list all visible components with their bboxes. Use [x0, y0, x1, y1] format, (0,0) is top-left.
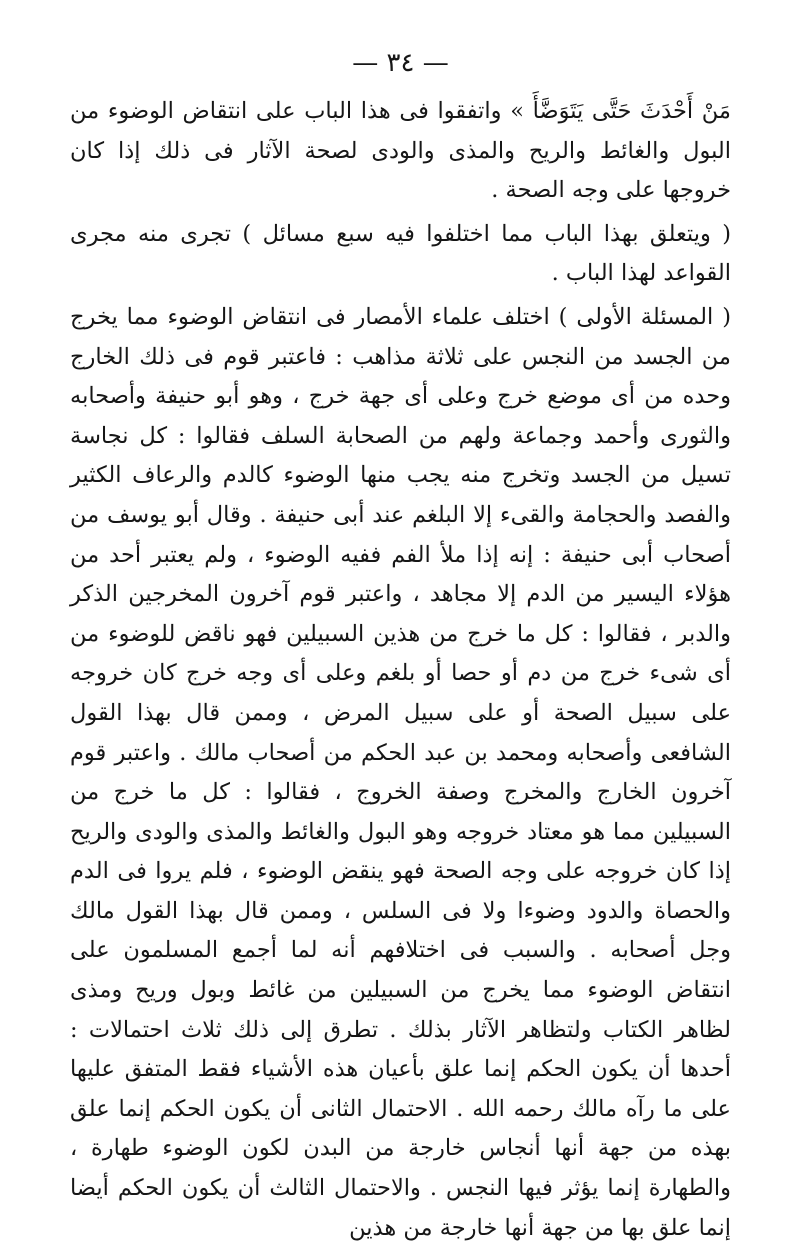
paragraph-seven-issues: ( ويتعلق بهذا الباب مما اختلفوا فيه سبع مسائل ) تجرى منه مجرى القواعد لهذا الباب . — [70, 220, 731, 287]
paragraph-first-issue: ( المسئلة الأولى ) اختلف علماء الأمصار فى انتقاض الوضوء مما يخرج من الجسد من النجس على ثلاثة مذاهب : فاعتبر قوم فى ذلك الخارج وحده من أى موضع خرج وعلى أى جهة خرج ، وهو أبو حنيفة وأصحابه والثورى وأحمد وجماعة ولهم من الصحابة السلف فقالوا : كل نجاسة تسيل من الجسد وتخرج منه يجب منها الوضوء كالدم والرعاف الكثير والفصد والحجامة والقىء إلا البلغم عند أبى حنيفة . وقال أبو يوسف من أصحاب أبى حنيفة : إنه إذا ملأ الفم ففيه الوضوء ، ولم يعتبر أحد من هؤلاء اليسير من الدم إلا مجاهد ، واعتبر قوم آخرون المخرجين الذكر والدبر ، فقالوا : كل ما خرج من هذين السبيلين فهو ناقض للوضوء من أى شىء خرج من دم أو حصا أو بلغم وعلى أى وجه خرج كان خروجه على سبيل الصحة أو على سبيل المرض ، وممن قال بهذا القول الشافعى وأصحابه ومحمد بن عبد الحكم من أصحاب مالك . واعتبر قوم آخرون الخارج والمخرج وصفة الخروج ، فقالوا : كل ما خرج من السبيلين مما هو معتاد خروجه وهو البول والغائط والمذى والودى والريح إذا كان خروجه على وجه الصحة فهو ينقض الوضوء ، فلم يروا فى الدم والحصاة والدود وضوءا ولا فى السلس ، وممن قال بهذا القول مالك وجل أصحابه . والسبب فى اختلافهم أنه لما أجمع المسلمون على انتقاض الوضوء مما يخرج من السبيلين من غائط وبول وريح ومذى لظاهر الكتاب ولتظاهر الآثار بذلك . تطرق إلى ذلك ثلاث احتمالات : أحدها أن يكون الحكم إنما علق بأعيان هذه الأشياء فقط المتفق عليها على ما رآه مالك رحمه الله . الاحتمال الثانى أن يكون الحكم إنما علق بهذه من جهة أنها أنجاس خارجة من البدن لكون الوضوء طهارة ، والطهارة إنما يؤثر فيها النجس . والاحتمال الثالث أن يكون الحكم أيضا إنما علق بها من جهة أنها خارجة من هذين — [70, 303, 731, 1241]
page-number: — ٣٤ — — [352, 48, 449, 78]
page-body — [70, 92, 731, 1248]
paragraph-intro: مَنْ أَحْدَثَ حَتَّى يَتَوَضَّأَ » واتفقوا فى هذا الباب على انتقاض الوضوء من البول والغائط والريح والمذى والودى لصحة الآثار فى ذلك إذا كان خروجها على وجه الصحة . — [70, 98, 731, 204]
